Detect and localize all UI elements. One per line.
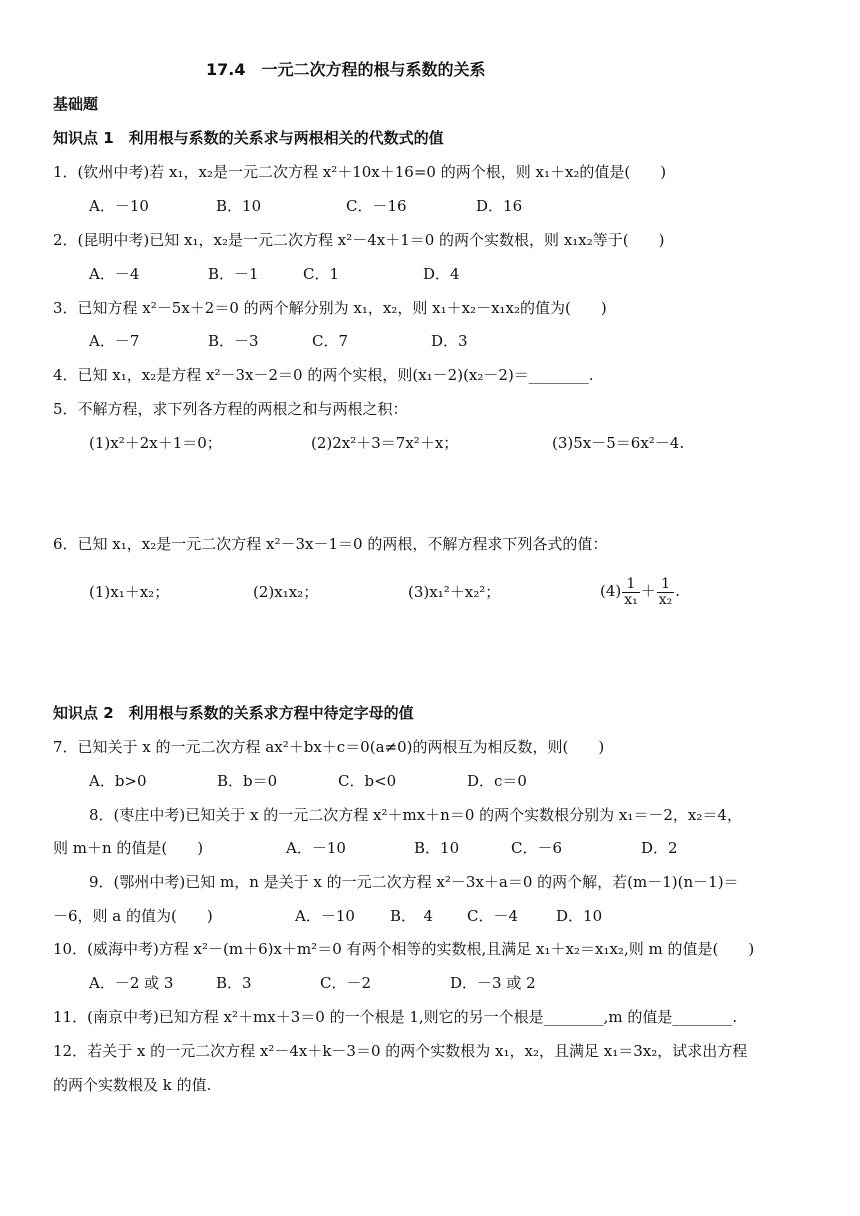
q2-option-a: A．－4 (89, 265, 140, 283)
q10-option-b: B．3 (216, 974, 252, 992)
q6-part-2: (2)x₁x₂； (253, 583, 319, 601)
question-12-line-2: 的两个实数根及 k 的值. (53, 1076, 212, 1094)
plus-sign: ＋ (640, 582, 656, 600)
question-8-line-2: 则 m＋n 的值是( ) (53, 839, 204, 857)
q3-option-a: A．－7 (89, 332, 140, 350)
q10-option-d: D．－3 或 2 (450, 974, 536, 992)
q9-option-d: D．10 (556, 907, 603, 925)
question-1: 1．(钦州中考)若 x₁，x₂是一元二次方程 x²＋10x＋16=0 的两个根，则 x₁＋x₂的值是( ) (53, 163, 667, 181)
q3-option-b: B．－3 (208, 332, 259, 350)
question-4: 4．已知 x₁，x₂是方程 x²－3x－2＝0 的两个实根，则(x₁－2)(x₂－2)＝________. (53, 366, 594, 384)
period: . (675, 582, 681, 600)
q6-part-3: (3)x₁²＋x₂²； (408, 583, 501, 601)
question-10: 10．(威海中考)方程 x²－(m＋6)x＋m²＝0 有两个相等的实数根,且满足 x₁＋x₂＝x₁x₂,则 m 的值是( ) (53, 940, 755, 958)
question-5: 5．不解方程，求下列各方程的两根之和与两根之积： (53, 400, 408, 418)
fraction-denominator: x₂ (658, 591, 673, 608)
question-2: 2．(昆明中考)已知 x₁，x₂是一元二次方程 x²－4x＋1＝0 的两个实数根，则 x₁x₂等于( ) (53, 231, 665, 249)
q8-option-d: D．2 (641, 839, 678, 857)
q7-option-d: D．c＝0 (467, 772, 527, 790)
q9-option-c: C．－4 (467, 907, 519, 925)
q8-option-c: C．－6 (511, 839, 563, 857)
fraction-numerator: 1 (657, 577, 675, 593)
q6-part-4-prefix: (4) (600, 582, 622, 600)
fraction-numerator: 1 (622, 577, 640, 593)
q9-option-a: A．－10 (295, 907, 355, 925)
question-9-line-2: －6，则 a 的值为( ) (53, 907, 213, 925)
question-12-line-1: 12．若关于 x 的一元二次方程 x²－4x＋k－3＝0 的两个实数根为 x₁，x₂，且满足 x₁＝3x₂，试求出方程 (53, 1042, 748, 1060)
q9-option-b: B． 4 (390, 907, 434, 925)
q6-part-1: (1)x₁＋x₂； (89, 583, 170, 601)
q7-option-a: A．b>0 (89, 772, 147, 790)
q2-option-b: B．－1 (208, 265, 259, 283)
q5-part-1: (1)x²＋2x＋1＝0； (89, 434, 222, 452)
q8-option-a: A．－10 (286, 839, 346, 857)
q2-option-d: D．4 (423, 265, 460, 283)
q2-option-c: C．1 (303, 265, 340, 283)
question-8-line-1: 8．(枣庄中考)已知关于 x 的一元二次方程 x²＋mx＋n＝0 的两个实数根分别为 x₁＝－2，x₂＝4， (89, 806, 742, 824)
q5-part-3: (3)5x－5＝6x²－4. (552, 434, 685, 452)
fraction-1-over-x1 (622, 577, 640, 608)
q1-option-c: C．－16 (346, 197, 407, 215)
question-9-line-1: 9．(鄂州中考)已知 m，n 是关于 x 的一元二次方程 x²－3x＋a＝0 的两个解，若(m－1)(n－1)＝ (89, 873, 739, 891)
knowledge-point-2-heading: 知识点 2 利用根与系数的关系求方程中待定字母的值 (53, 704, 414, 722)
q5-part-2: (2)2x²＋3＝7x²＋x； (311, 434, 459, 452)
q7-option-c: C．b<0 (338, 772, 397, 790)
fraction-1-over-x2 (657, 577, 675, 608)
q6-part-4 (600, 571, 680, 611)
question-6: 6．已知 x₁，x₂是一元二次方程 x²－3x－1＝0 的两根，不解方程求下列各式的值： (53, 535, 608, 553)
question-11: 11．(南京中考)已知方程 x²＋mx＋3＝0 的一个根是 1,则它的另一个根是________,m 的值是________. (53, 1008, 738, 1026)
q3-option-c: C．7 (312, 332, 349, 350)
q8-option-b: B．10 (414, 839, 460, 857)
q10-option-c: C．－2 (320, 974, 372, 992)
question-7: 7．已知关于 x 的一元二次方程 ax²＋bx＋c＝0(a≠0)的两根互为相反数，则( ) (53, 738, 605, 756)
knowledge-point-1-heading: 知识点 1 利用根与系数的关系求与两根相关的代数式的值 (53, 129, 444, 147)
fraction-denominator: x₁ (624, 591, 638, 608)
q1-option-d: D．16 (476, 197, 523, 215)
page-title: 17.4 一元二次方程的根与系数的关系 (206, 60, 486, 79)
q7-option-b: B．b＝0 (217, 772, 278, 790)
q1-option-b: B．10 (216, 197, 262, 215)
section-heading-basic: 基础题 (53, 95, 99, 113)
q1-option-a: A．－10 (89, 197, 149, 215)
q3-option-d: D．3 (431, 332, 468, 350)
q10-option-a: A．－2 或 3 (89, 974, 174, 992)
question-3: 3．已知方程 x²－5x＋2＝0 的两个解分别为 x₁，x₂，则 x₁＋x₂－x₁x₂的值为( ) (53, 299, 607, 317)
